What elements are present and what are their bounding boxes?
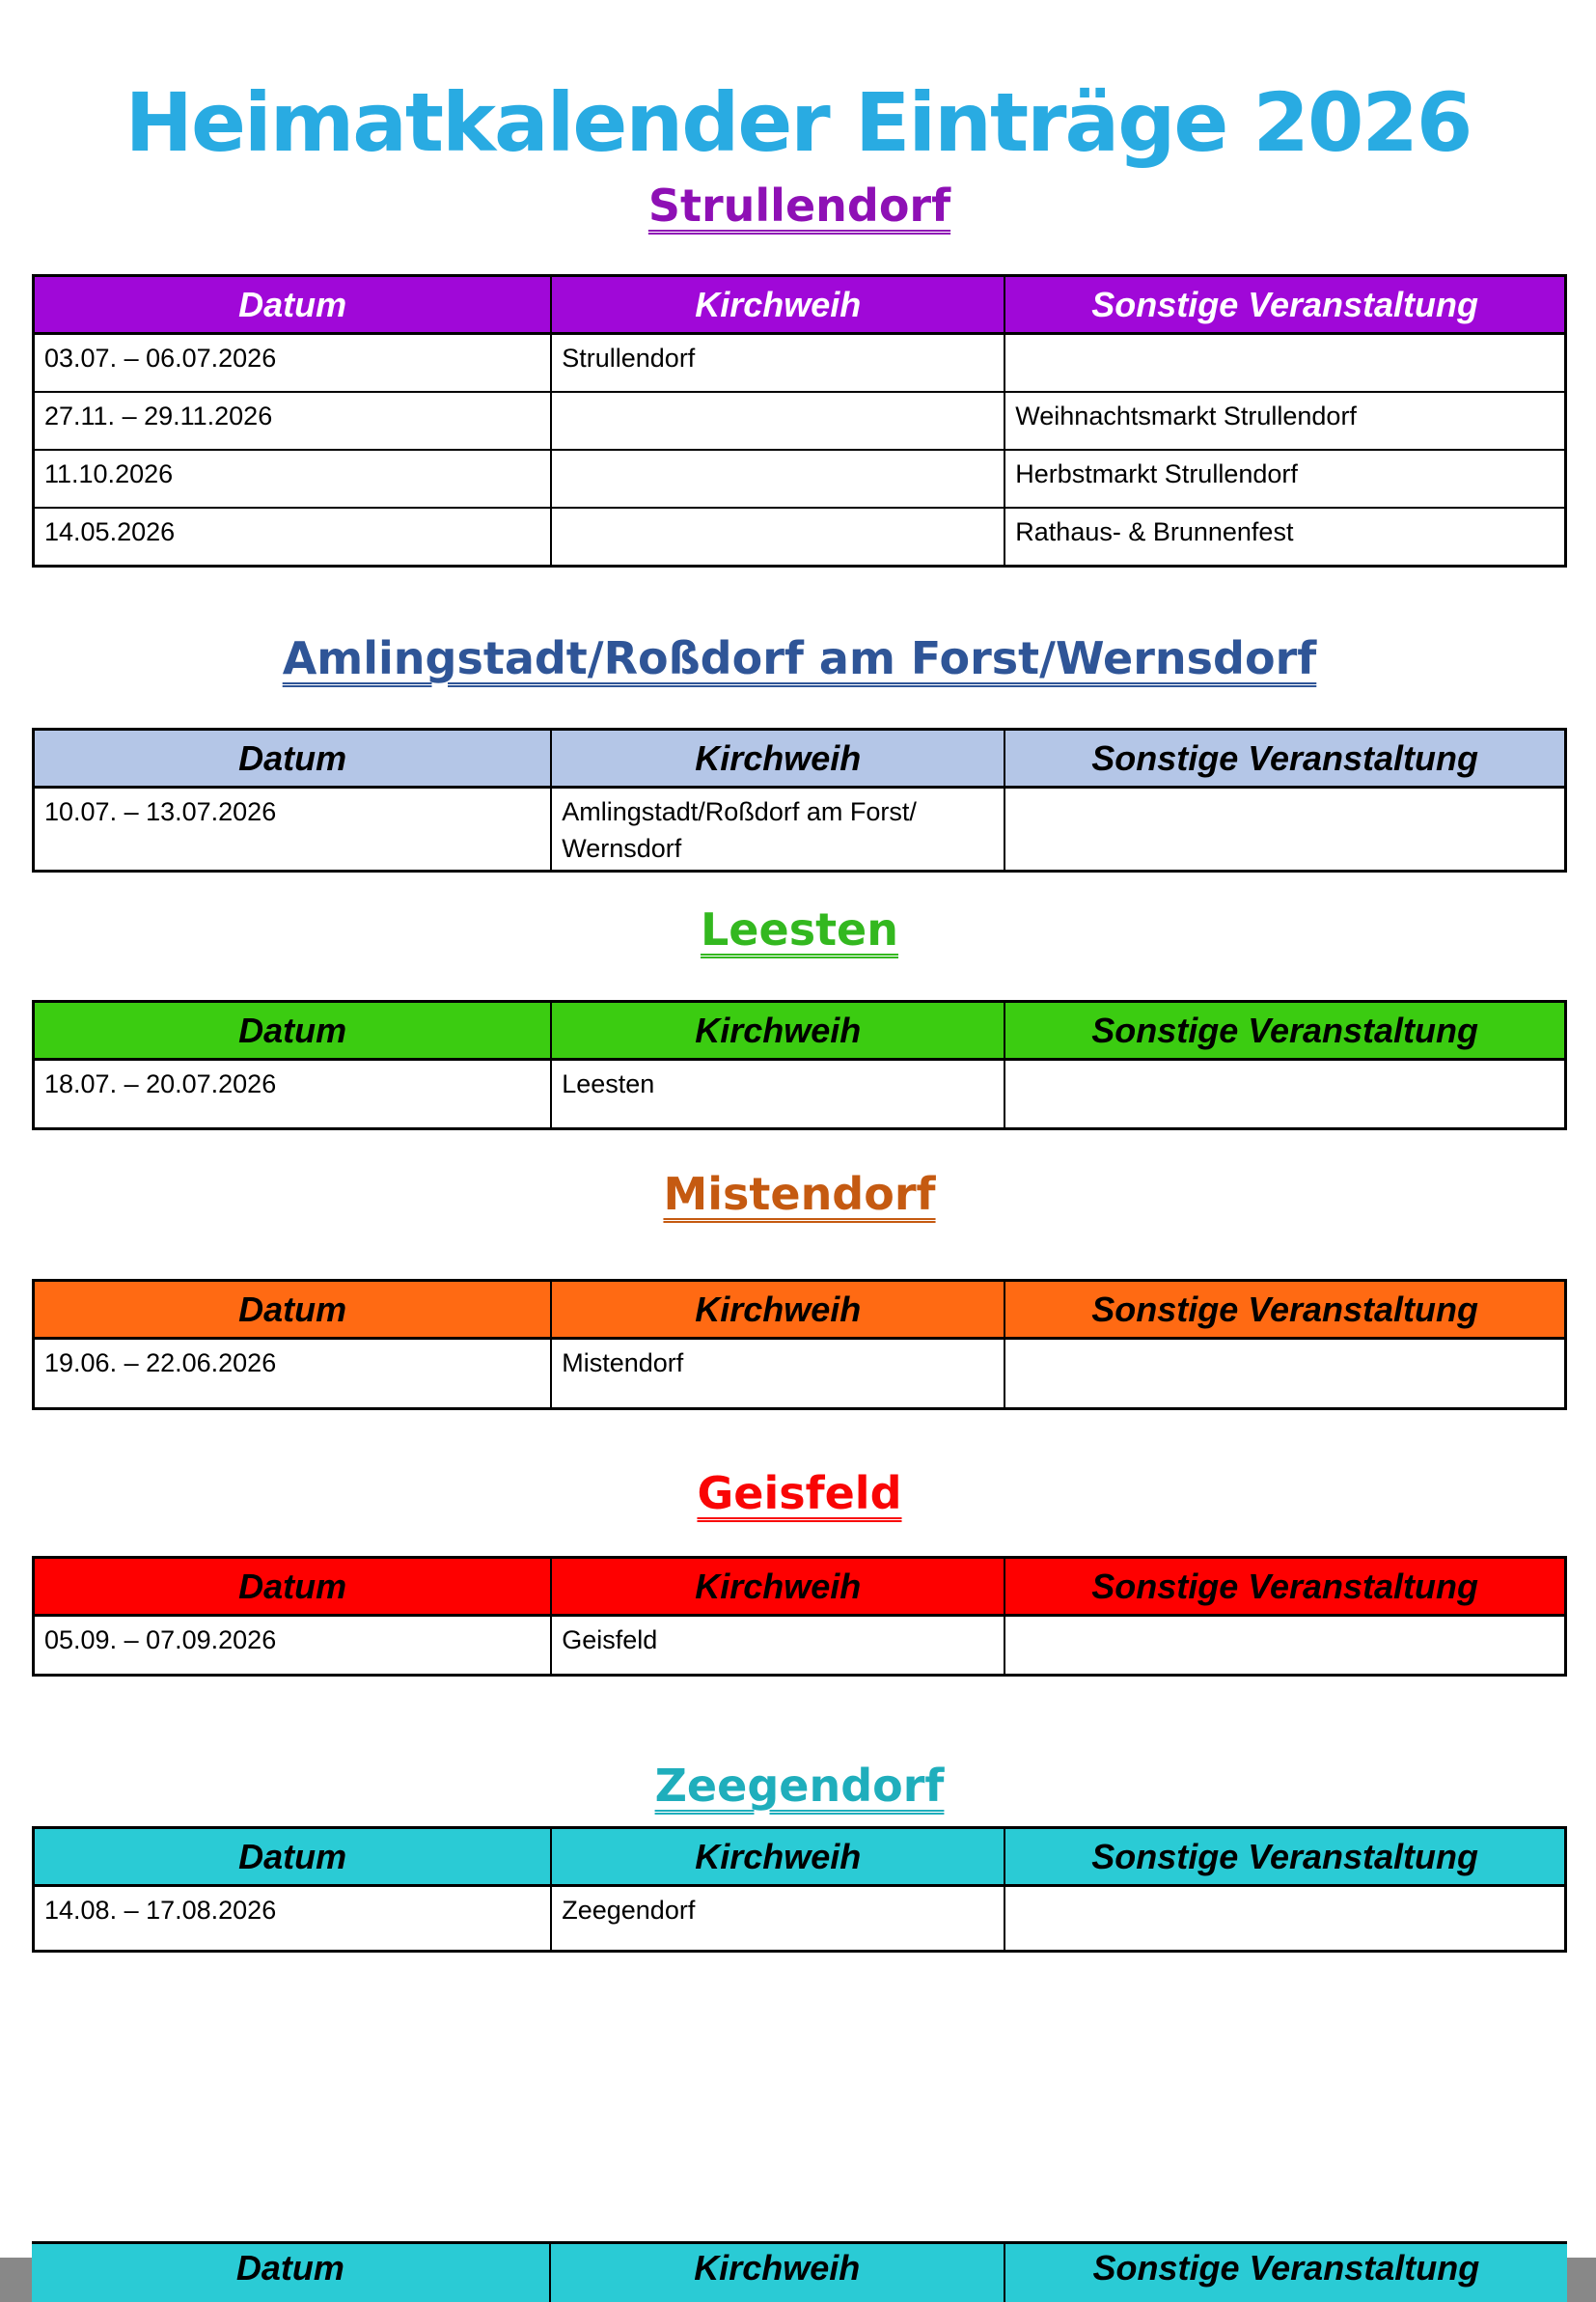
column-header-datum: Datum [34, 730, 552, 788]
cell-kirchweih: Amlingstadt/Roßdorf am Forst/ Wernsdorf [551, 788, 1004, 872]
table-header-row [34, 730, 1566, 788]
column-header-datum: Datum [34, 1558, 552, 1616]
section-amlingstadt-rossdorf-wernsdorf [32, 632, 1567, 873]
cell-kirchweih [551, 450, 1004, 508]
section-heading: Leesten [700, 903, 899, 956]
cell-datum: 03.07. – 06.07.2026 [34, 334, 552, 393]
cell-sonstige [1004, 1060, 1565, 1129]
events-table-leesten [32, 1000, 1567, 1130]
table-header-row [32, 2241, 1567, 2302]
section-strullendorf [32, 180, 1567, 568]
cell-datum: 14.05.2026 [34, 508, 552, 567]
cell-kirchweih: Mistendorf [551, 1339, 1004, 1409]
column-header-sonstige: Sonstige Veranstaltung [1004, 276, 1565, 334]
cell-datum: 11.10.2026 [34, 450, 552, 508]
cell-kirchweih: Geisfeld [551, 1616, 1004, 1676]
cell-sonstige [1004, 1886, 1565, 1952]
table-header-row [34, 1002, 1566, 1060]
table-header-row [34, 1281, 1566, 1339]
cell-kirchweih: Strullendorf [551, 334, 1004, 393]
events-table-strullendorf [32, 274, 1567, 568]
cell-datum: 14.08. – 17.08.2026 [34, 1886, 552, 1952]
section-geisfeld [32, 1467, 1567, 1677]
table-header-row [34, 1558, 1566, 1616]
section-heading: Amlingstadt/Roßdorf am Forst/Wernsdorf [282, 632, 1317, 684]
column-header-datum: Datum [34, 276, 552, 334]
column-header-sonstige: Sonstige Veranstaltung [1004, 1281, 1565, 1339]
cell-datum: 27.11. – 29.11.2026 [34, 392, 552, 450]
cell-sonstige [1004, 334, 1565, 393]
table-header-row [34, 276, 1566, 334]
events-table-zeegendorf [32, 1826, 1567, 1953]
cell-kirchweih: Zeegendorf [551, 1886, 1004, 1952]
events-table-mistendorf [32, 1279, 1567, 1410]
table-header-row [34, 1828, 1566, 1886]
cell-sonstige [1004, 788, 1565, 872]
column-header-datum: Datum [34, 1281, 552, 1339]
cell-datum: 05.09. – 07.09.2026 [34, 1616, 552, 1676]
column-header-datum: Datum [34, 1828, 552, 1886]
table-row [34, 1886, 1566, 1952]
column-header-datum: Datum [34, 1002, 552, 1060]
table-row [34, 788, 1566, 872]
column-header-kirchweih: Kirchweih [551, 2244, 1005, 2302]
section-heading: Geisfeld [697, 1467, 902, 1519]
table-row [34, 450, 1566, 508]
cell-datum: 10.07. – 13.07.2026 [34, 788, 552, 872]
section-leesten [32, 903, 1567, 1130]
column-header-kirchweih: Kirchweih [551, 276, 1004, 334]
column-header-sonstige: Sonstige Veranstaltung [1092, 2248, 1480, 2288]
cell-datum: 19.06. – 22.06.2026 [34, 1339, 552, 1409]
partial-next-table-header [32, 2241, 1567, 2288]
column-header-kirchweih: Kirchweih [551, 730, 1004, 788]
table-row [34, 392, 1566, 450]
table-row [34, 334, 1566, 393]
table-row [34, 1616, 1566, 1676]
table-row [34, 1060, 1566, 1129]
cell-kirchweih: Leesten [551, 1060, 1004, 1129]
events-table-amlingstadt [32, 728, 1567, 873]
column-header-sonstige: Sonstige Veranstaltung [1004, 1002, 1565, 1060]
column-header-kirchweih: Kirchweih [551, 1002, 1004, 1060]
cell-kirchweih [551, 508, 1004, 567]
cell-sonstige [1004, 1339, 1565, 1409]
section-heading: Strullendorf [647, 180, 951, 232]
section-zeegendorf [32, 1760, 1567, 1953]
section-mistendorf [32, 1168, 1567, 1410]
column-header-kirchweih: Kirchweih [551, 1558, 1004, 1616]
events-table-geisfeld [32, 1556, 1567, 1677]
column-header-kirchweih: Kirchweih [551, 1281, 1004, 1339]
column-header-kirchweih: Kirchweih [551, 1828, 1004, 1886]
column-header-sonstige: Sonstige Veranstaltung [1004, 730, 1565, 788]
cell-sonstige: Herbstmarkt Strullendorf [1004, 450, 1565, 508]
table-row [34, 508, 1566, 567]
cell-sonstige: Weihnachtsmarkt Strullendorf [1004, 392, 1565, 450]
column-header-sonstige: Sonstige Veranstaltung [1004, 1558, 1565, 1616]
table-row [34, 1339, 1566, 1409]
cell-sonstige [1004, 1616, 1565, 1676]
section-heading: Mistendorf [663, 1168, 936, 1220]
page-title: Heimatkalender Einträge 2026 [124, 75, 1472, 171]
cell-datum: 18.07. – 20.07.2026 [34, 1060, 552, 1129]
cell-kirchweih [551, 392, 1004, 450]
column-header-datum: Datum [32, 2244, 551, 2302]
section-heading: Zeegendorf [654, 1760, 945, 1812]
cell-sonstige: Rathaus- & Brunnenfest [1004, 508, 1565, 567]
column-header-sonstige: Sonstige Veranstaltung [1004, 1828, 1565, 1886]
